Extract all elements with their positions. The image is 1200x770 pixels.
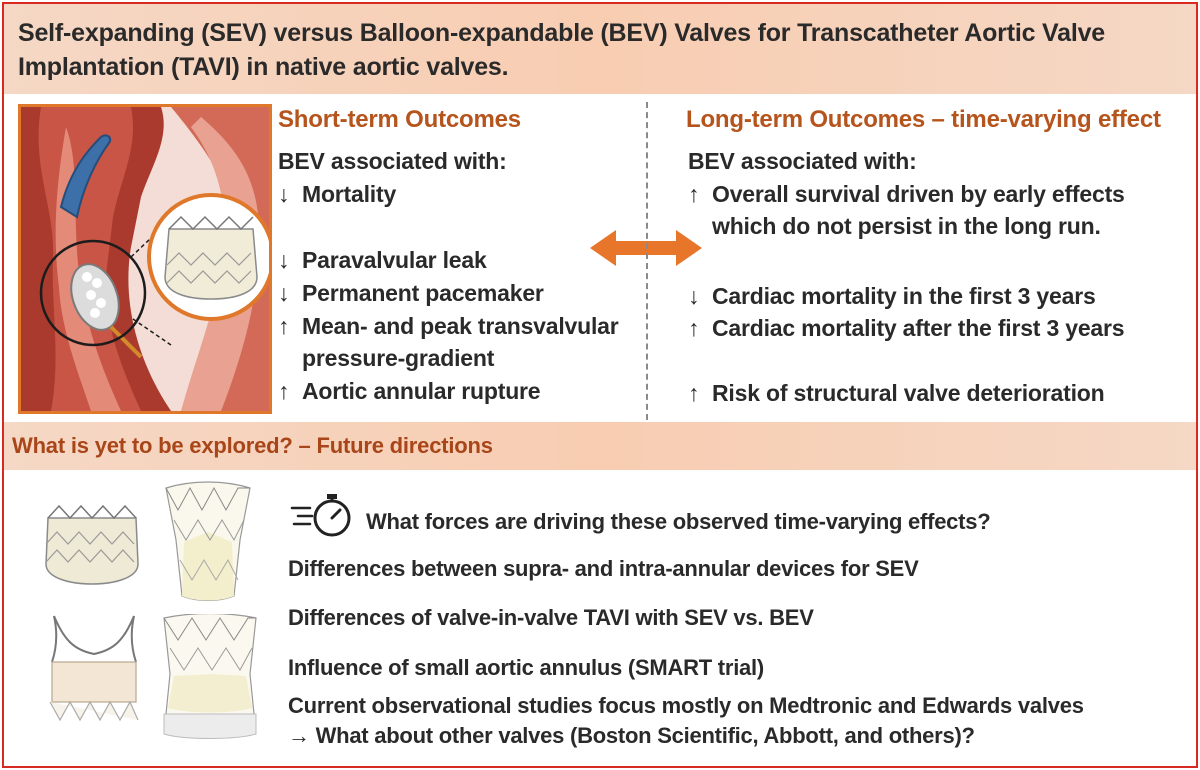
future-item: Current observational studies focus mostly on Medtronic and Edwards valves [288,693,1084,718]
short-term-item-continuation: pressure-gradient [302,345,495,371]
future-item: Differences between supra- and intra-annular devices for SEV [288,556,919,581]
future-directions-heading: What is yet to be explored? – Future directions [12,433,493,458]
long-term-item: ↓ Cardiac mortality in the first 3 years [688,283,1096,309]
up-arrow-icon: ↑ [278,378,290,404]
valve-zoom-icon [165,217,257,299]
intra-annular-valve-icon [44,610,144,726]
up-arrow-icon: ↑ [688,380,700,406]
supra-annular-valve-icon [156,614,264,742]
up-arrow-icon: ↑ [278,313,290,339]
future-item: → What about other valves (Boston Scientific, Abbott, and others)? [288,723,975,748]
future-item: What forces are driving these observed time-varying effects? [366,509,991,534]
down-arrow-icon: ↓ [278,247,290,273]
long-term-item: ↑ Cardiac mortality after the first 3 years [688,315,1125,341]
balloon-expandable-valve-icon [42,498,142,588]
long-term-intro: BEV associated with: [688,148,917,174]
stopwatch-icon [290,490,356,540]
down-arrow-icon: ↓ [278,181,290,207]
short-term-item: ↓ Paravalvular leak [278,247,487,273]
long-term-item: ↑ Overall survival driven by early effects [688,181,1125,207]
column-divider [646,102,648,420]
down-arrow-icon: ↓ [688,283,700,309]
future-item: Differences of valve-in-valve TAVI with SEV vs. BEV [288,605,814,630]
down-arrow-icon: ↓ [278,280,290,306]
long-term-item-continuation: which do not persist in the long run. [712,213,1101,239]
heart-illustration-icon [21,107,269,411]
figure-title: Self-expanding (SEV) versus Balloon-expandable (BEV) Valves for Transcatheter Aortic Valve Implantation (TAVI) in native aortic valves. [18,19,1105,81]
short-term-item: ↑ Aortic annular rupture [278,378,541,404]
short-term-intro: BEV associated with: [278,148,507,174]
short-term-item: ↓ Mortality [278,181,397,207]
self-expanding-valve-icon [162,480,254,604]
future-item: Influence of small aortic annulus (SMART trial) [288,655,764,680]
up-arrow-icon: ↑ [688,181,700,207]
up-arrow-icon: ↑ [688,315,700,341]
short-term-item: ↓ Permanent pacemaker [278,280,544,306]
figure-frame [2,2,1198,768]
short-term-heading: Short-term Outcomes [278,106,521,133]
long-term-item: ↑ Risk of structural valve deterioration [688,380,1105,406]
heart-valve-illustration [18,104,272,414]
short-term-item: ↑ Mean- and peak transvalvular [278,313,619,339]
long-term-heading: Long-term Outcomes – time-varying effect [686,106,1161,133]
